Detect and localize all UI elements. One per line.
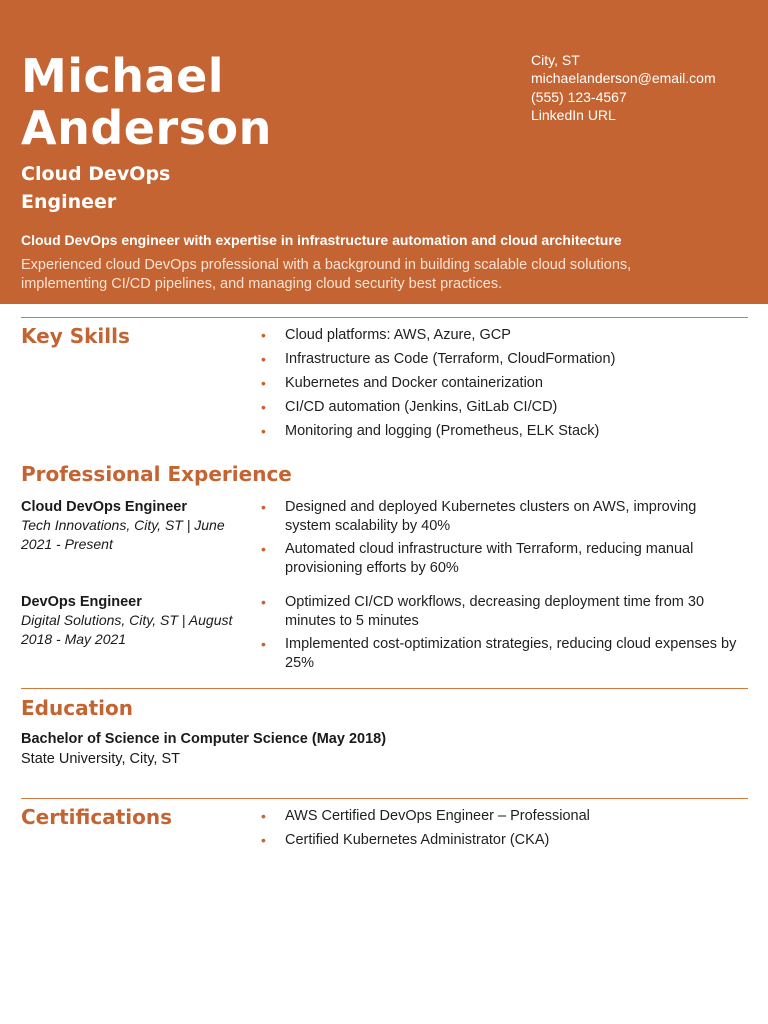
education-school: State University, City, ST	[21, 751, 180, 767]
job-meta: Digital Solutions, City, ST | August 2018 - May 2021	[21, 612, 233, 647]
education-degree: Bachelor of Science in Computer Science (May 2018)	[21, 731, 387, 747]
job-role	[21, 160, 261, 216]
bullet-icon: •	[261, 351, 266, 367]
section-title-education: Education	[21, 696, 133, 720]
list-item: • Monitoring and logging (Prometheus, ELK Stack)	[261, 423, 600, 439]
bullet-icon: •	[261, 594, 266, 610]
contact-phone: (555) 123-4567	[531, 88, 627, 105]
bullet-icon: •	[261, 327, 266, 343]
resume-header	[0, 0, 768, 304]
bullet-icon: •	[261, 499, 266, 515]
name-first: Michael	[21, 49, 225, 103]
list-item: • Designed and deployed Kubernetes clusters on AWS, improving system scalability by 40%	[261, 499, 697, 534]
section-divider	[21, 798, 748, 799]
list-item: • Implemented cost-optimization strategies, reducing cloud expenses by 25%	[261, 636, 737, 671]
bullet-icon: •	[261, 423, 266, 439]
headline: Cloud DevOps engineer with expertise in infrastructure automation and cloud architecture	[21, 232, 622, 248]
role-line-1: Cloud DevOps	[21, 163, 171, 185]
bullet-icon: •	[261, 399, 266, 415]
contact-linkedin[interactable]: LinkedIn URL	[531, 106, 616, 123]
bullet-icon: •	[261, 375, 266, 391]
list-item: • Automated cloud infrastructure with Terraform, reducing manual provisioning efforts by 60%	[261, 541, 694, 576]
list-item: • AWS Certified DevOps Engineer – Professional	[261, 808, 590, 824]
list-item: • Optimized CI/CD workflows, decreasing deployment time from 30 minutes to 5 minutes	[261, 594, 705, 629]
section-divider	[21, 688, 748, 689]
candidate-name	[21, 50, 341, 154]
section-divider	[21, 317, 748, 318]
list-item: • Cloud platforms: AWS, Azure, GCP	[261, 327, 511, 343]
job-bullets	[261, 498, 741, 577]
job-title: DevOps Engineer	[21, 594, 142, 610]
role-line-2: Engineer	[21, 191, 117, 213]
section-title-experience: Professional Experience	[21, 462, 292, 486]
list-item: • Kubernetes and Docker containerization	[261, 375, 543, 391]
bullet-icon: •	[261, 832, 266, 848]
certifications-list	[261, 807, 741, 850]
bullet-icon: •	[261, 541, 266, 557]
summary: Experienced cloud DevOps professional with a background in building scalable cloud solutions, implementing CI/CD pipelines, and managing cloud security best practices.	[21, 257, 632, 292]
job-bullets	[261, 593, 741, 672]
list-item: • Infrastructure as Code (Terraform, CloudFormation)	[261, 351, 616, 367]
skills-list	[261, 326, 741, 441]
list-item: • Certified Kubernetes Administrator (CKA)	[261, 832, 550, 848]
job-meta: Tech Innovations, City, ST | June 2021 - Present	[21, 517, 225, 552]
name-last: Anderson	[21, 101, 272, 155]
contact-info	[531, 51, 716, 124]
contact-email[interactable]: michaelanderson@email.com	[531, 70, 716, 87]
section-title-skills: Key Skills	[21, 324, 130, 348]
list-item: • CI/CD automation (Jenkins, GitLab CI/CD)	[261, 399, 558, 415]
bullet-icon: •	[261, 636, 266, 652]
job-title: Cloud DevOps Engineer	[21, 499, 187, 515]
bullet-icon: •	[261, 808, 266, 824]
section-title-certifications: Certifications	[21, 805, 172, 829]
contact-location: City, ST	[531, 52, 580, 68]
